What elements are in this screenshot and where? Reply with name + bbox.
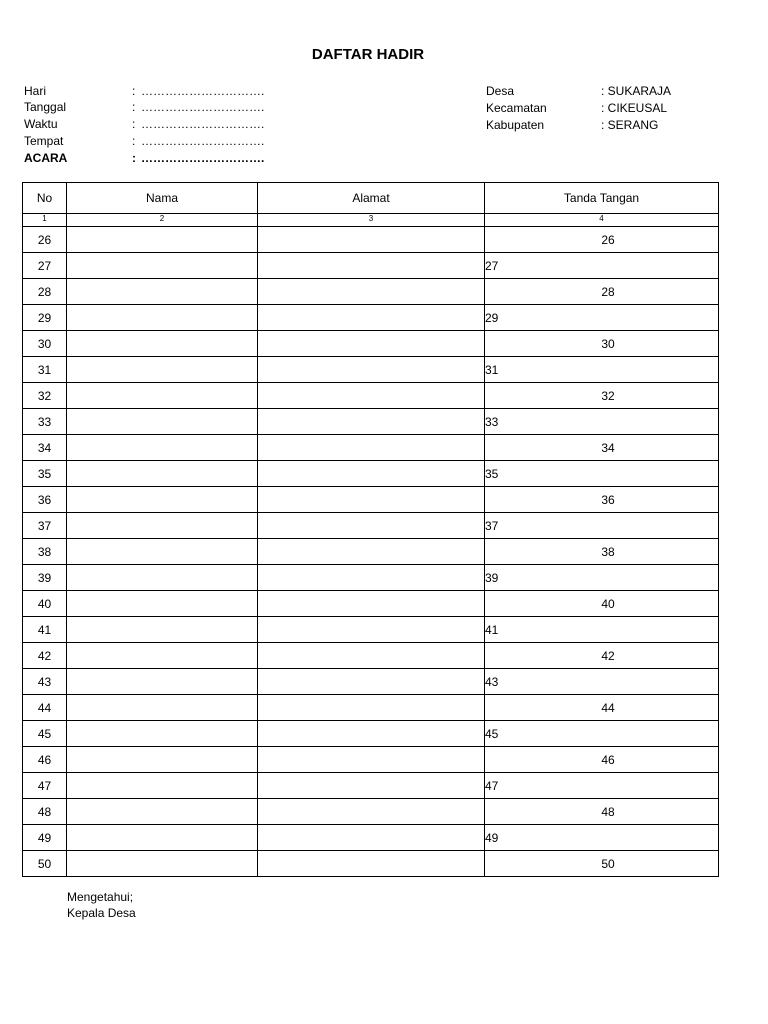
table-row — [23, 773, 719, 799]
name-cell — [67, 669, 258, 695]
info-value: …………………………. — [141, 84, 265, 98]
footer-acknowledged: Mengetahui; — [67, 890, 134, 904]
row-number: 37 — [23, 513, 67, 539]
name-cell — [67, 253, 258, 279]
table-row — [23, 305, 719, 331]
table-row — [23, 669, 719, 695]
info-value: : SUKARAJA — [601, 84, 672, 98]
name-cell — [67, 565, 258, 591]
signature-cell: 46 — [485, 747, 719, 773]
signature-cell: 33 — [485, 409, 719, 435]
info-label: Tanggal — [24, 100, 67, 114]
signature-cell: 39 — [485, 565, 719, 591]
header-nama: Nama — [67, 183, 258, 214]
table-row — [23, 643, 719, 669]
signature-cell: 49 — [485, 825, 719, 851]
address-cell — [258, 305, 485, 331]
header-no: No — [23, 183, 67, 214]
name-cell — [67, 357, 258, 383]
row-number: 30 — [23, 331, 67, 357]
signature-cell: 40 — [485, 591, 719, 617]
address-cell — [258, 565, 485, 591]
name-cell — [67, 721, 258, 747]
row-number: 48 — [23, 799, 67, 825]
address-cell — [258, 825, 485, 851]
address-cell — [258, 227, 485, 253]
name-cell — [67, 617, 258, 643]
table-row — [23, 851, 719, 877]
name-cell — [67, 435, 258, 461]
column-number: 4 — [485, 214, 719, 227]
table-row — [23, 383, 719, 409]
signature-cell: 29 — [485, 305, 719, 331]
signature-cell: 34 — [485, 435, 719, 461]
info-label: ACARA — [24, 151, 68, 165]
info-label: Kecamatan — [486, 101, 547, 115]
info-value: …………………………. — [141, 151, 265, 165]
attendance-table — [22, 182, 719, 877]
info-value: : CIKEUSAL — [601, 101, 668, 115]
row-number: 29 — [23, 305, 67, 331]
address-cell — [258, 773, 485, 799]
table-row — [23, 253, 719, 279]
table-row — [23, 539, 719, 565]
table-row — [23, 331, 719, 357]
footer-signature-block — [67, 889, 136, 921]
address-cell — [258, 487, 485, 513]
row-number: 40 — [23, 591, 67, 617]
info-colon: : — [132, 117, 136, 131]
row-number: 26 — [23, 227, 67, 253]
signature-cell: 37 — [485, 513, 719, 539]
info-label: Tempat — [24, 134, 64, 148]
info-colon: : — [132, 134, 136, 148]
table-row — [23, 461, 719, 487]
row-number: 36 — [23, 487, 67, 513]
row-number: 28 — [23, 279, 67, 305]
info-label: Kabupaten — [486, 118, 545, 132]
name-cell — [67, 513, 258, 539]
row-number: 39 — [23, 565, 67, 591]
signature-cell: 35 — [485, 461, 719, 487]
signature-cell: 50 — [485, 851, 719, 877]
table-row — [23, 227, 719, 253]
address-cell — [258, 253, 485, 279]
info-row-tempat — [24, 133, 264, 149]
header-alamat: Alamat — [258, 183, 485, 214]
address-cell — [258, 513, 485, 539]
header-tanda-tangan: Tanda Tangan — [485, 183, 719, 214]
address-cell — [258, 643, 485, 669]
info-row-waktu — [24, 116, 264, 132]
signature-cell: 30 — [485, 331, 719, 357]
table-row — [23, 279, 719, 305]
signature-cell: 44 — [485, 695, 719, 721]
name-cell — [67, 773, 258, 799]
table-row — [23, 695, 719, 721]
signature-cell: 42 — [485, 643, 719, 669]
table-row — [23, 487, 719, 513]
row-number: 33 — [23, 409, 67, 435]
address-cell — [258, 799, 485, 825]
address-cell — [258, 435, 485, 461]
table-header-row — [23, 183, 719, 214]
address-cell — [258, 851, 485, 877]
column-number: 1 — [23, 214, 67, 227]
info-colon: : — [132, 84, 136, 98]
address-cell — [258, 539, 485, 565]
signature-cell: 32 — [485, 383, 719, 409]
address-cell — [258, 357, 485, 383]
info-label: Waktu — [24, 117, 58, 131]
name-cell — [67, 695, 258, 721]
name-cell — [67, 851, 258, 877]
info-label: Hari — [24, 84, 47, 98]
name-cell — [67, 643, 258, 669]
table-row — [23, 825, 719, 851]
address-cell — [258, 591, 485, 617]
signature-cell: 36 — [485, 487, 719, 513]
row-number: 41 — [23, 617, 67, 643]
signature-cell: 28 — [485, 279, 719, 305]
row-number: 34 — [23, 435, 67, 461]
address-cell — [258, 331, 485, 357]
row-number: 31 — [23, 357, 67, 383]
row-number: 35 — [23, 461, 67, 487]
column-number-row — [23, 214, 719, 227]
name-cell — [67, 383, 258, 409]
row-number: 50 — [23, 851, 67, 877]
address-cell — [258, 617, 485, 643]
column-number: 3 — [258, 214, 485, 227]
info-colon: : — [132, 151, 136, 165]
signature-cell: 38 — [485, 539, 719, 565]
address-cell — [258, 279, 485, 305]
name-cell — [67, 305, 258, 331]
table-row — [23, 357, 719, 383]
signature-cell: 45 — [485, 721, 719, 747]
name-cell — [67, 487, 258, 513]
name-cell — [67, 591, 258, 617]
info-row-desa — [486, 83, 706, 99]
row-number: 47 — [23, 773, 67, 799]
row-number: 46 — [23, 747, 67, 773]
signature-cell: 31 — [485, 357, 719, 383]
table-row — [23, 799, 719, 825]
table-row — [23, 435, 719, 461]
info-row-hari — [24, 83, 264, 99]
table-row — [23, 565, 719, 591]
address-cell — [258, 669, 485, 695]
row-number: 27 — [23, 253, 67, 279]
name-cell — [67, 227, 258, 253]
info-row-kabupaten — [486, 117, 706, 133]
footer-village-head: Kepala Desa — [67, 906, 136, 920]
name-cell — [67, 799, 258, 825]
table-row — [23, 721, 719, 747]
name-cell — [67, 279, 258, 305]
address-cell — [258, 409, 485, 435]
document-title: DAFTAR HADIR — [311, 46, 425, 63]
row-number: 44 — [23, 695, 67, 721]
info-value: …………………………. — [141, 117, 265, 131]
signature-cell: 27 — [485, 253, 719, 279]
info-row-tanggal — [24, 99, 264, 115]
address-cell — [258, 383, 485, 409]
table-row — [23, 617, 719, 643]
info-label: Desa — [486, 84, 515, 98]
table-row — [23, 747, 719, 773]
signature-cell: 26 — [485, 227, 719, 253]
name-cell — [67, 747, 258, 773]
signature-cell: 48 — [485, 799, 719, 825]
info-row-kecamatan — [486, 100, 706, 116]
column-number: 2 — [67, 214, 258, 227]
signature-cell: 43 — [485, 669, 719, 695]
name-cell — [67, 539, 258, 565]
info-row-acara — [24, 150, 264, 166]
name-cell — [67, 331, 258, 357]
name-cell — [67, 825, 258, 851]
table-row — [23, 591, 719, 617]
row-number: 38 — [23, 539, 67, 565]
signature-cell: 41 — [485, 617, 719, 643]
row-number: 42 — [23, 643, 67, 669]
info-value: …………………………. — [141, 100, 265, 114]
row-number: 32 — [23, 383, 67, 409]
info-value: …………………………. — [141, 134, 265, 148]
address-cell — [258, 695, 485, 721]
info-value: : SERANG — [601, 118, 659, 132]
info-colon: : — [132, 100, 136, 114]
name-cell — [67, 461, 258, 487]
signature-cell: 47 — [485, 773, 719, 799]
row-number: 43 — [23, 669, 67, 695]
address-cell — [258, 461, 485, 487]
name-cell — [67, 409, 258, 435]
address-cell — [258, 747, 485, 773]
row-number: 45 — [23, 721, 67, 747]
address-cell — [258, 721, 485, 747]
table-row — [23, 513, 719, 539]
table-row — [23, 409, 719, 435]
row-number: 49 — [23, 825, 67, 851]
